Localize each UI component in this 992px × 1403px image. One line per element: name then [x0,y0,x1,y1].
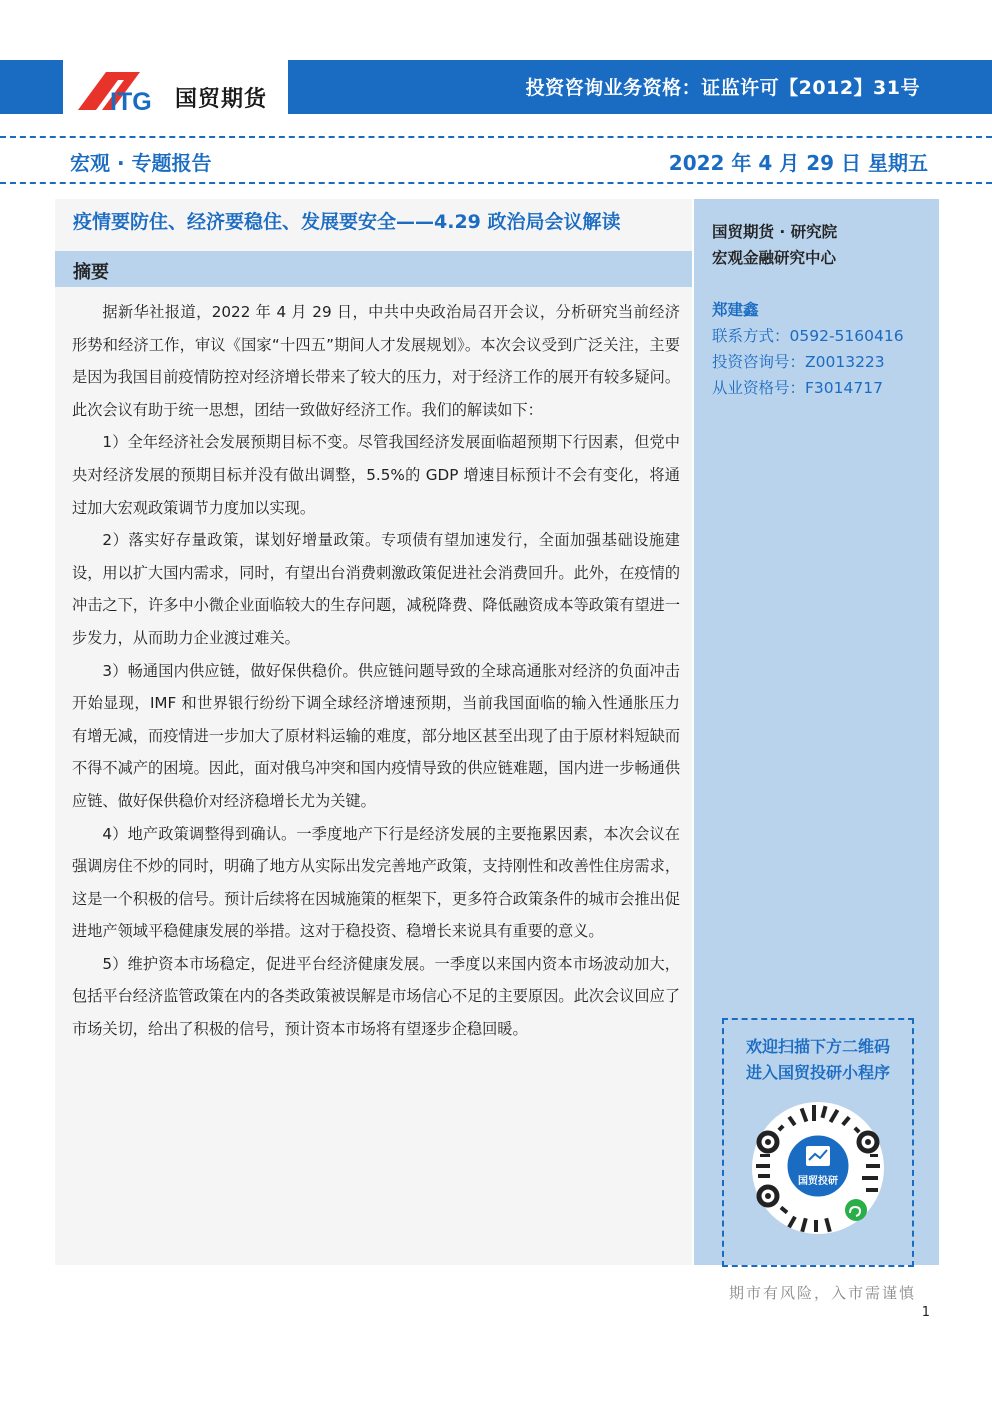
qr-caption-1: 欢迎扫描下方二维码 [745,1037,890,1056]
sidebar [694,199,939,1265]
consult-number: 投资咨询号：Z0013223 [712,353,885,371]
mini-program-qr-code[interactable] [750,1100,886,1236]
paragraph: 1）全年经济社会发展预期目标不变。尽管我国经济发展面临超预期下行因素，但党中央对经济发展的预期目标并没有做出调整，5.5%的 GDP 增速目标预计不会有变化，将通过加大宏观政策调节力度加以实现。 [72,433,680,517]
abstract-bar [55,251,692,287]
logo-text: 国贸期货 [175,87,268,112]
analyst-name: 郑建鑫 [712,301,759,319]
logo-mark-text: ITG [110,88,152,112]
paragraph: 3）畅通国内供应链，做好保供稳价。供应链问题导致的全球高通胀对经济的负面冲击开始显现，IMF 和世界银行纷纷下调全球经济增速预期，当前我国面临的输入性通胀压力有增无减，而疫情进一步加大了原材料运输的难度，部分地区甚至出现了由于原材料短缺而不得不减产的困境。因此，面对俄乌冲突和国内疫情导致的供应链难题，国内进一步畅通供应链、做好保供稳价对经济稳增长尤为关键。 [72,661,680,810]
paragraph: 5）维护资本市场稳定，促进平台经济健康发展。一季度以来国内资本市场波动加大，包括平台经济监管政策在内的各类政策被误解是市场信心不足的主要原因。此次会议回应了市场关切，给出了积极的信号，预计资本市场将有望逐步企稳回暖。 [72,954,680,1039]
qualification-number: 从业资格号：F3014717 [712,379,883,397]
qr-panel [722,1018,914,1267]
report-title: 疫情要防住、经济要稳住、发展要安全——4.29 政治局会议解读 [73,211,621,233]
report-type: 宏观 · 专题报告 [70,151,212,175]
qualification-text: 投资咨询业务资格：证监许可【2012】31号 [525,77,920,99]
center-name: 宏观金融研究中心 [712,249,837,267]
paragraph: 2）落实好存量政策，谋划好增量政策。专项债有望加速发行，全面加强基础设施建设，用以扩大国内需求，同时，有望出台消费刺激政策促进社会消费回升。此外，在疫情的冲击之下，许多中小微企业面临较大的生存问题，减税降费、降低融资成本等政策有望进一步发力，从而助力企业渡过难关。 [72,531,680,647]
qr-caption-2: 进入国贸投研小程序 [745,1063,890,1082]
risk-warning: 期市有风险，入市需谨慎 [728,1284,916,1302]
abstract-label: 摘要 [73,262,109,283]
org-name: 国贸期货 · 研究院 [712,223,838,241]
main-content [55,199,692,1265]
contact-info: 联系方式：0592-5160416 [712,327,904,345]
company-logo [63,60,288,118]
itg-logo-icon [78,70,173,112]
paragraph: 4）地产政策调整得到确认。一季度地产下行是经济发展的主要拖累因素，本次会议在强调房住不炒的同时，明确了地方从实际出发完善地产政策，支持刚性和改善性住房需求，这是一个积极的信号。预计后续将在因城施策的框架下，更多符合政策条件的城市会推出促进地产领域平稳健康发展的举措。这对于稳投资、稳增长来说具有重要的意义。 [72,824,680,941]
paragraph: 据新华社报道，2022 年 4 月 29 日，中共中央政治局召开会议，分析研究当前经济形势和经济工作，审议《国家“十四五”期间人才发展规划》。本次会议受到广泛关注，主要是因为我国目前疫情防控对经济增长带来了较大的压力，对于经济工作的展开有较多疑问。此次会议有助于统一思想，团结一致做好经济工作。我们的解读如下： [72,303,680,419]
report-date: 2022 年 4 月 29 日 星期五 [668,151,928,175]
qr-center-label: 国贸投研 [798,1176,838,1187]
page-number: 1 [921,1305,930,1320]
divider-bottom [0,182,992,184]
abstract-body [72,296,680,1046]
divider-top [0,136,992,138]
